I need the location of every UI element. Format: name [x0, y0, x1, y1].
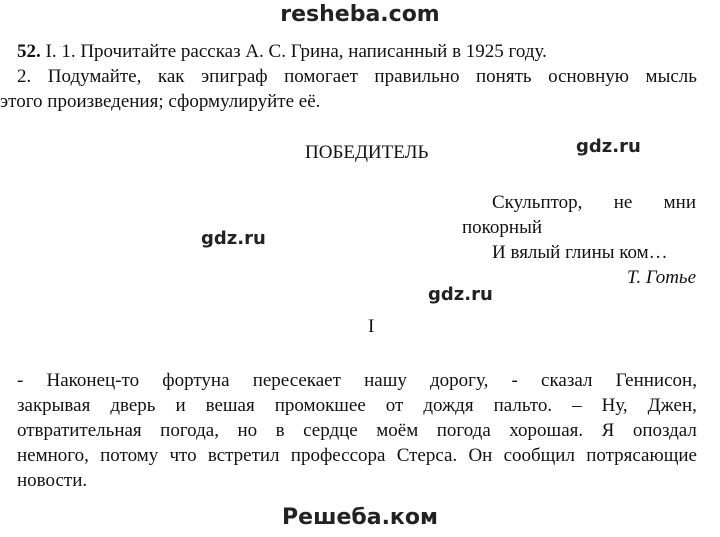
- epigraph-author: Т. Готье: [627, 267, 696, 288]
- task-line-2-word: понять: [476, 66, 532, 87]
- story-word: опоздал: [632, 420, 697, 441]
- story-word: дверь: [110, 395, 156, 416]
- story-word: погода,: [160, 420, 219, 441]
- epigraph-line-1-word: Скульптор,: [492, 192, 583, 213]
- task-line-2-word: Подумайте,: [47, 66, 142, 87]
- story-word: Стерса.: [396, 445, 458, 466]
- epigraph: [462, 190, 696, 290]
- task-line-2-word: как: [157, 66, 185, 87]
- story-word: встретил: [207, 445, 280, 466]
- task-line-2-word: помогает: [284, 66, 358, 87]
- task-line-2: [17, 64, 697, 89]
- story-line: [17, 418, 697, 443]
- story-word: что: [169, 445, 197, 466]
- story-text: [17, 368, 697, 493]
- task-line-3: этого произведения; сформулируйте её.: [0, 91, 321, 112]
- story-word: профессора: [290, 445, 386, 466]
- task-line-2-word: основную: [548, 66, 630, 87]
- story-word: хорошая.: [509, 420, 584, 441]
- story-word: моём: [376, 420, 419, 441]
- story-word: и: [175, 395, 186, 416]
- story-word: немного,: [17, 445, 89, 466]
- story-word: потрясающие: [586, 445, 697, 466]
- task-line-2-word: мысль: [645, 66, 697, 87]
- chapter-number: I: [368, 316, 375, 337]
- task-line-2-word: эпиграф: [201, 66, 268, 87]
- story-word: Джен,: [647, 395, 697, 416]
- story-word: но: [237, 420, 258, 441]
- story-word: в: [275, 420, 285, 441]
- watermark-gdz-2: gdz.ru: [201, 228, 266, 249]
- epigraph-line-2: покорный: [462, 217, 543, 238]
- story-word: от: [385, 395, 404, 416]
- story-word: -: [17, 370, 24, 391]
- story-word: сердце: [303, 420, 358, 441]
- watermark-gdz-1: gdz.ru: [576, 136, 641, 157]
- story-word: дождя: [423, 395, 474, 416]
- watermark-top: resheba.com: [280, 2, 440, 27]
- story-word: Ну,: [601, 395, 628, 416]
- story-word: пересекает: [252, 370, 341, 391]
- story-word: погода: [436, 420, 491, 441]
- task-line-2-word: правильно: [374, 66, 460, 87]
- task-block: [0, 39, 697, 114]
- story-word: Он: [468, 445, 493, 466]
- story-word: закрывая: [17, 395, 91, 416]
- task-text-1: I. 1. Прочитайте рассказ А. С. Грина, написанный в 1925 году.: [45, 41, 547, 62]
- story-title: ПОБЕДИТЕЛЬ: [305, 142, 429, 163]
- story-word: промокшее: [274, 395, 366, 416]
- story-word: Наконец-то: [46, 370, 140, 391]
- watermark-gdz-3: gdz.ru: [428, 284, 493, 305]
- story-word: потому: [100, 445, 159, 466]
- story-line-last: новости.: [17, 470, 88, 491]
- story-line: [17, 368, 697, 393]
- story-word: нашу: [364, 370, 407, 391]
- epigraph-line-3: И вялый глины ком…: [492, 242, 668, 263]
- epigraph-line-1: [462, 190, 696, 215]
- task-number: 52.: [17, 41, 41, 62]
- story-word: фортуна: [162, 370, 230, 391]
- task-line-2-word: 2.: [17, 66, 32, 87]
- watermark-bottom: Решеба.ком: [282, 505, 438, 530]
- story-word: –: [572, 395, 582, 416]
- story-line: [17, 393, 697, 418]
- story-word: отвратительная: [17, 420, 142, 441]
- story-word: Я: [601, 420, 615, 441]
- epigraph-line-1-word: не: [613, 192, 633, 213]
- story-word: дорогу,: [430, 370, 489, 391]
- story-line: [17, 443, 697, 468]
- epigraph-line-1-word: мни: [663, 192, 696, 213]
- story-word: сообщил: [503, 445, 575, 466]
- story-word: сказал: [541, 370, 593, 391]
- story-word: -: [511, 370, 518, 391]
- story-word: вешая: [205, 395, 255, 416]
- story-word: пальто.: [493, 395, 553, 416]
- story-word: Геннисон,: [615, 370, 697, 391]
- task-line-1: [17, 39, 697, 64]
